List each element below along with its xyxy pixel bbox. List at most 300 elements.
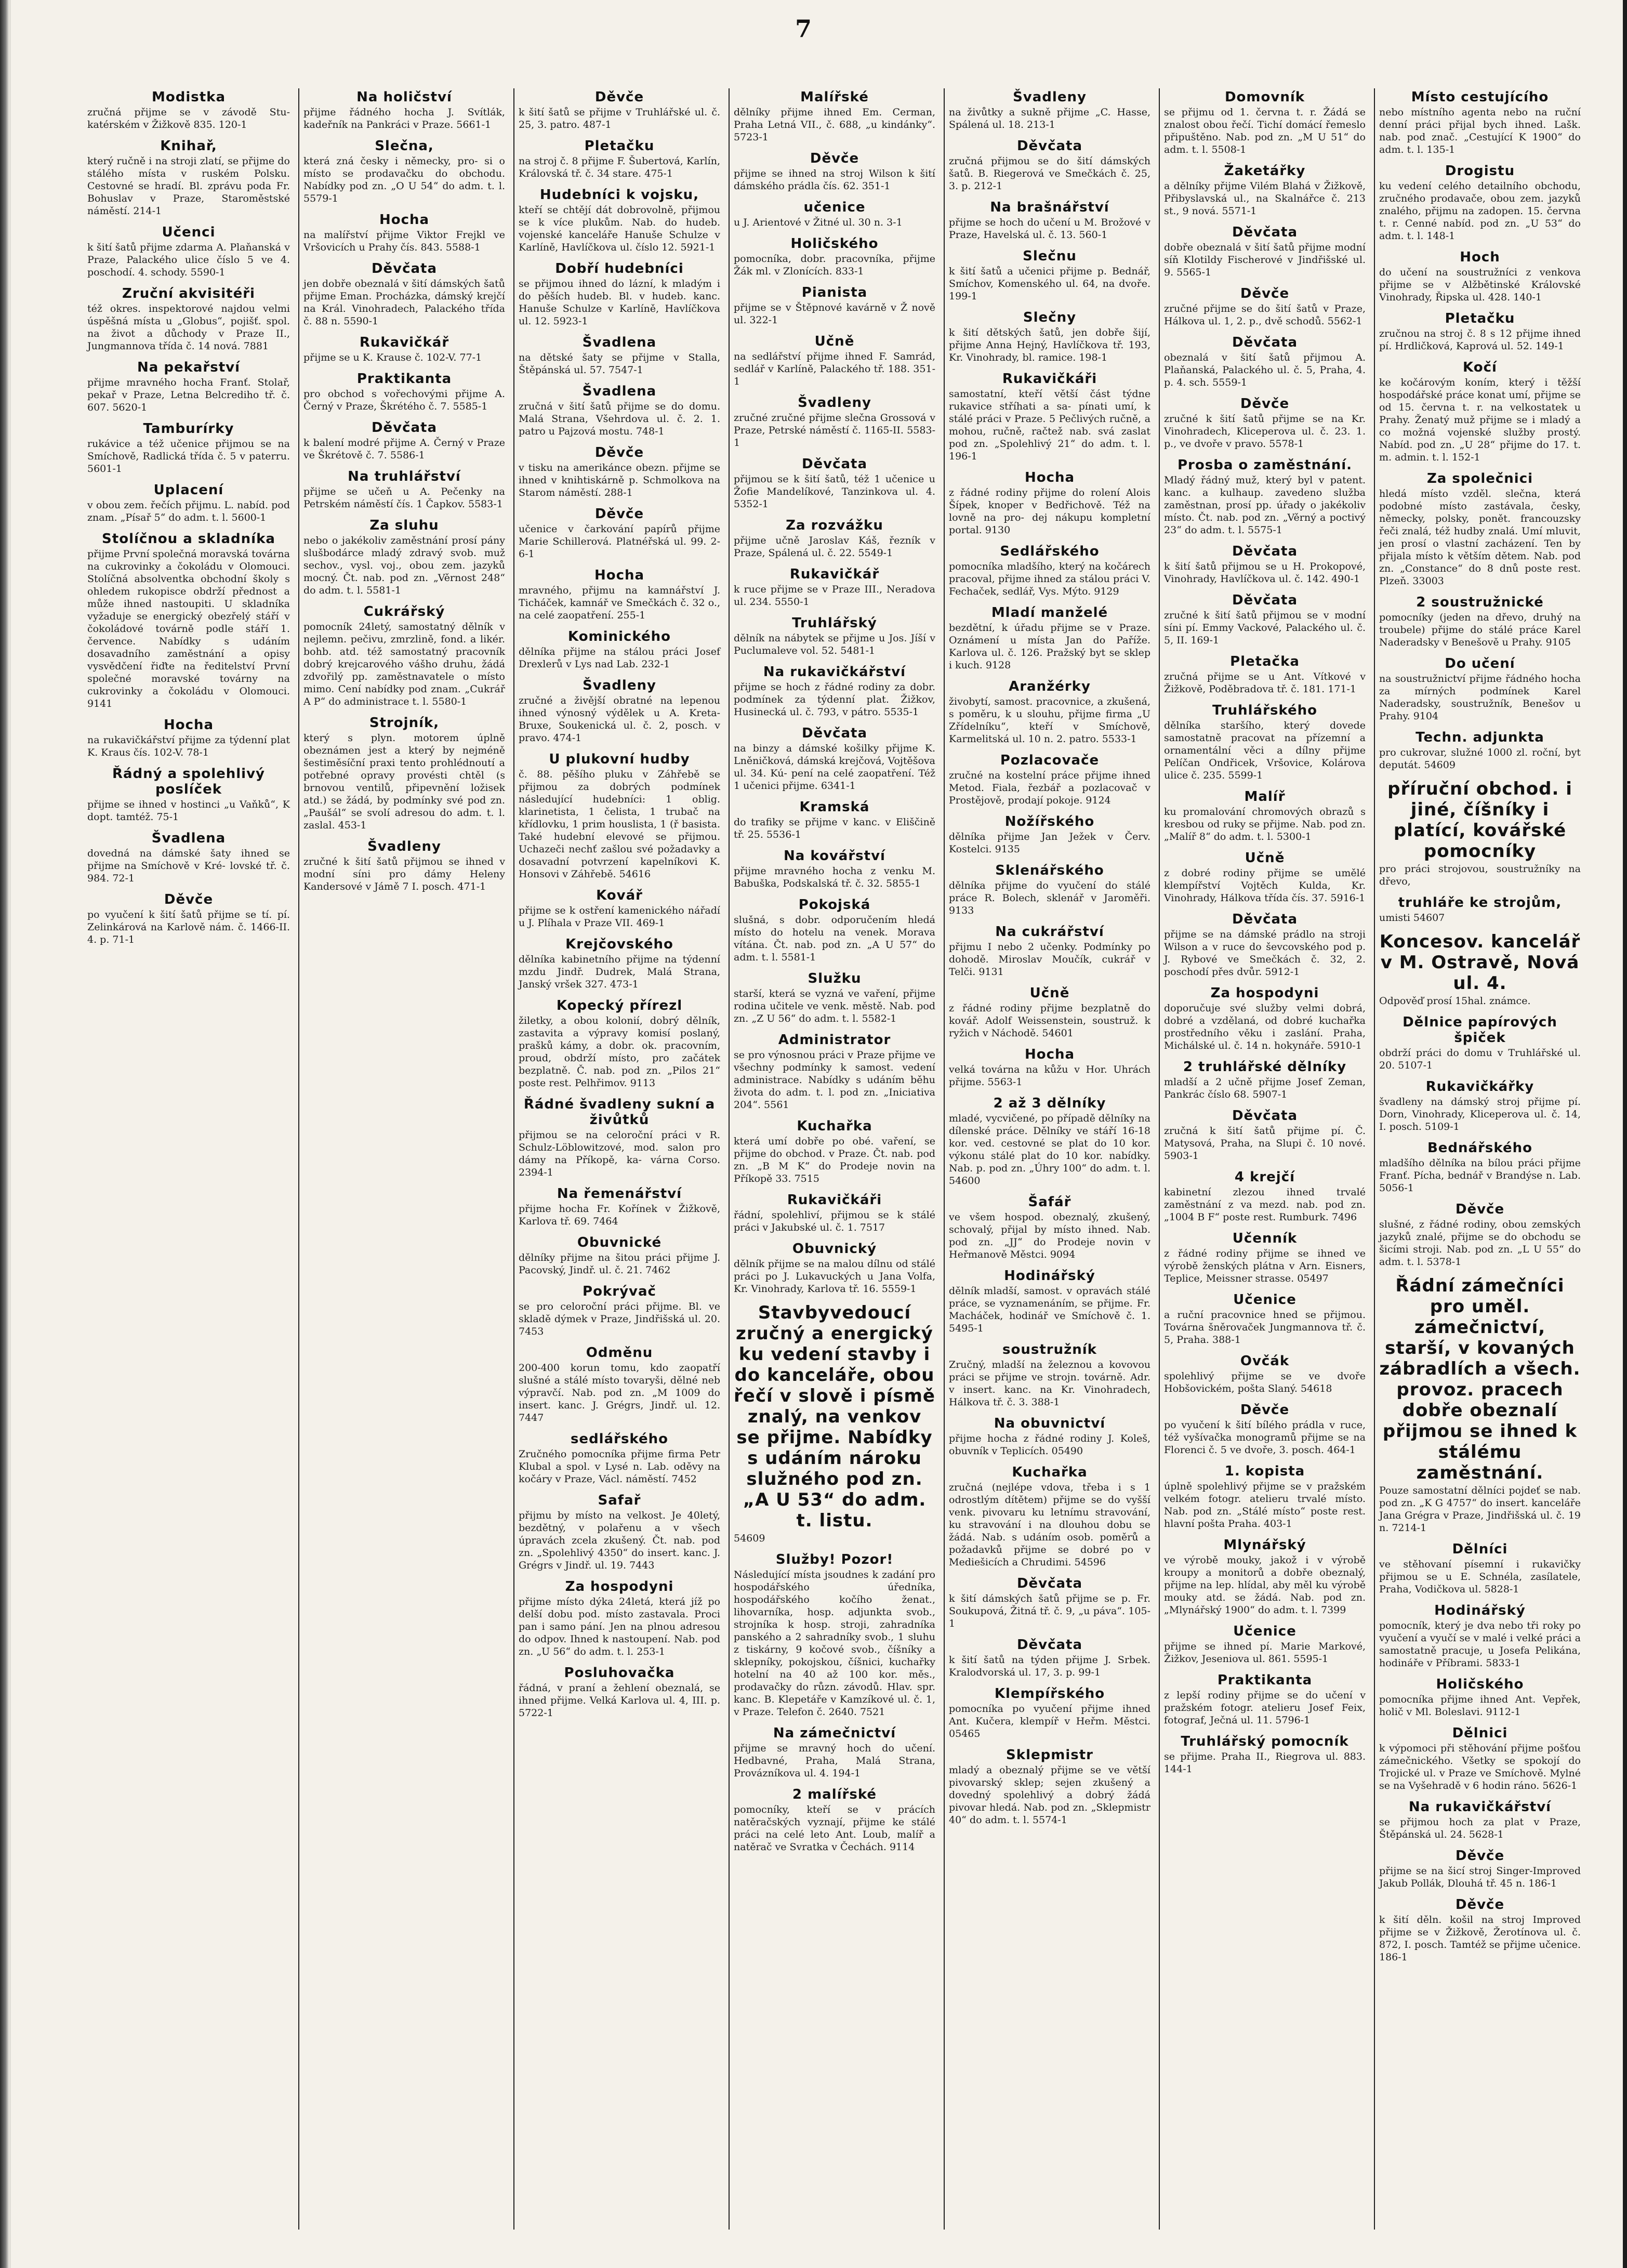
classified-ad [1164,286,1366,327]
ad-text: Následující místa jsoudnes k zadání pro hospodářského úředníka, hospodářského kočího ženat., lihovarníka, hosp. adjunkta svob., strojníka k hosp. stroji, zahradníka panského a 2 sahradníky svob., 1 sluhu z tiskárny, 9 kočové svob., číšníky a sklepníky, pokojskou, číšnici, kuchařky hotelní na 40 až 100 kor. měs., prodavačky do různ. závodů. Hlav. spr. kanc. B. Klepetáře v Kamzíkové ul. č. 1, v Praze. Telefon č. 2640. 7521 [734,1569,935,1718]
ad-text: na živůtky a sukně přijme „C. Hasse, Spálená ul. 18. 213-1 [949,107,1150,130]
ad-text: zručné a živější obratné na lepenou ihned výnosný výdělek u A. Kreta-Bruxe, Soukenická ul. č. 2, posch. v pravo. 474-1 [519,695,720,744]
ad-heading: Švadleny [1013,89,1087,105]
ad-text: živobytí, samost. pracovnice, a zkušená, s poměru, k u slouhu, přijme firma „U Zřídelníku“, kteří v Smíchově, Karmelitská ul. 10 n. 2. patro. 5533-1 [949,696,1150,745]
classified-ad [1379,1799,1581,1841]
classified-ad [734,1787,935,1853]
ad-text: přijme se v Štěpnové kavárně v Ž nově ul. 322-1 [734,302,935,326]
ad-column [83,88,294,2230]
classified-ad [949,544,1150,598]
ad-heading: Za hospodyni [1210,985,1319,1001]
ad-text: přijmu I nebo 2 učenky. Podmínky po dohodě. Miroslav Moučík, cukrář v Telči. 9131 [949,941,1150,978]
classified-ad [1164,789,1366,843]
ad-text: do učení na soustružníci z venkova přijme se v Alžbětinské Královské Vinohrady, Řipska ul. 428. 140-1 [1379,267,1581,303]
classified-ad [1164,163,1366,217]
classified-ad [1164,703,1366,782]
ad-heading: Pletačku [1445,311,1515,326]
ad-text: rukávice a též učenice přijmou se na Smíchově, Radlická třída č. 5 v paterru. 5601-1 [87,438,290,474]
ad-heading: soustružník [1002,1342,1097,1357]
ad-heading: Posluhovačka [564,1665,675,1681]
classified-ad [949,679,1150,745]
ad-text: přijme se u K. Krause č. 102-V. 77-1 [303,352,482,363]
ad-heading: Praktikanta [356,371,452,387]
classified-ad [303,715,505,832]
ad-heading: Administrator [778,1032,891,1048]
ad-heading: Řádné švadleny sukní a živůtků [523,1097,716,1128]
classified-ad [1164,396,1366,450]
ad-heading: Rukavičkář [789,566,880,582]
classified-ad [1379,471,1581,587]
ad-text: obdrží práci do domu v Truhlářské ul. 20. 5107-1 [1379,1047,1581,1071]
classified-ad [87,531,290,710]
ad-column [944,88,1155,2230]
ad-text: přijme se hoch z řádné rodiny za dobr. podmínek za týdenní plat. Žižkov, Husinecká ul. č. 793, v pátro. 5535-1 [734,681,935,718]
classified-ad [87,892,290,946]
ad-heading: Děvčata [1232,225,1298,240]
ad-text: ve všem hospod. obeznalý, zkušený, schovalý, přijal by místo ihned. Nab. pod zn. „JJ“ do Prodeje novin v Heřmanově Městci. 9094 [949,1211,1150,1260]
ad-text: přijme První společná moravská továrna na cukrovinky a čokoládu v Olomouci. Stolíčná absolventka obchodní školy s ohledem rukopisce obdrží přednost a může ihned nastoupiti. U skladníka vyžaduje se energický obezřelý stáří v čokoládové továrně podle stáří 1. července. Nabídky s udáním dosavadního zaměstnání a opisy vysvědčení řiďte na ředitelství První společné moravské továrny na cukrovinky a čokoládu v Olomouci. 9141 [87,548,290,709]
ad-heading: Truhlářský [792,615,877,631]
classified-ad [519,384,720,438]
ad-text: se pro celoroční práci přijme. Bl. ve skladě dýmek v Praze, Jindřišská ul. 20. 7453 [519,1301,720,1337]
ad-text: samostatní, kteří větší část týdne rukavice stříhati a sa- pínati umí, k stálé práci v Praze. 5 Pečlivých ručně, a mohou, ručně, račtež nab. svá zaslat pod zn. „Spolehlivý 21“ do adm. t. l. 196-1 [949,388,1150,462]
ad-heading: Slečny [1023,310,1077,325]
ad-text: v obou zem. řečích přijmu. L. nabíd. pod znam. „Písař 5“ do adm. t. l. 5600-1 [87,499,290,523]
classified-ad [303,261,505,327]
binding-fold [9,0,11,2268]
ad-heading: Sedlářského [1000,544,1100,559]
classified-ad [1164,89,1366,156]
ad-heading: Cukrářský [363,604,445,619]
ad-heading: Kominického [568,629,671,644]
classified-ad [949,1686,1150,1740]
ad-text: se přijmou hoch za plat v Praze, Štěpánská ul. 24. 5628-1 [1379,1816,1581,1840]
classified-ad [519,445,720,499]
classified-ad [949,1465,1150,1568]
ad-text: na soustružnictví přijme řádného hocha za mírných podmínek Karel Naderadsky, soustružník, Benešov u Prahy. 9104 [1379,673,1581,722]
ad-text: z dobré rodiny přijme se umělé klempířství Vojtěch Kulda, Kr. Vinohrady, Hálkova třída čís. 37. 5916-1 [1164,867,1366,904]
classified-ad [1164,1169,1366,1223]
classified-ad [734,1725,935,1779]
ad-text: pomocníka po vyučení přijme ihned Ant. Kučera, klempíř v Heřm. Městci. 05465 [949,1703,1150,1739]
ad-heading: Rukavičkáři [1002,371,1097,387]
ad-heading: Děvčata [801,456,868,472]
ad-text: mladý a obeznalý přijme se ve větší pivovarský sklep; sejen zkušený a dovedný spolehlivý a dobrý žádá pivovar hledá. Nab. pod zn. „Sklepmistr 40“ do adm. t. l. 5574-1 [949,1764,1150,1826]
classified-ad [303,604,505,708]
ad-text: z řádné rodiny přijme se ihned ve výrobě ženských plátna v Arn. Eisners, Teplice, Meissner strasse. 05497 [1164,1248,1366,1284]
classified-ad [303,335,505,364]
ad-heading: Děvče [1240,286,1290,301]
ad-text: pomocníky, kteří se v prácích natěračských vyznají, přijme ke stálé práci na celé leto Ant. Loub, malíř a natěrač ve Svratka v Čechách. 9114 [734,1804,935,1853]
ad-text: k výpomoci při stěhování přijme pošťou zámečnického. Všetky se spokojí do Trojické ul. v Praze ve Smíchově. Mylné se na Vyšehradě v 6 hodin ráno. 5626-1 [1379,1743,1581,1791]
classified-ad [949,1576,1150,1630]
ad-heading: Na truhlářství [348,469,461,484]
ad-text: dělníky přijme na šitou práci přijme J. Pacovský, Jindř. ul. č. 21. 7462 [519,1252,720,1276]
classified-ad [949,310,1150,364]
ad-text: Mladý řádný muž, který byl v patent. kanc. a kulhaup. zavedeno služba zaměstnan, prosí pp. úřady o jakékoliv místo. Čt. nab. pod zn. „Věrný a poctivý 23“ do adm. t. l. 5575-1 [1164,474,1366,536]
ad-text: zručné k šití šatů přijmou se ihned v modní síni pro dámy Heleny Kandersové v Jámě 7 I. posch. 471-1 [303,856,505,892]
classified-ad [949,1047,1150,1088]
classified-ad [303,371,505,413]
ad-heading: Učně [1029,985,1070,1001]
ad-heading: Dobří hudebníci [555,261,684,276]
ad-heading: Za hospodyni [565,1579,674,1594]
classified-ad [1379,1014,1581,1072]
ad-text: který s plyn. motorem úplně obeznámen jest a který by nejméně šestiměsíční praxi tento prohlédnoutí a potřebné opravy provésti chtěl (s brnovou ventilů, připevnění ložisek atd.) se žádá, by podmínky své pod zn. „Paušál“ se svolí adresou do adm. t. l. zaslal. 453-1 [303,732,505,831]
classified-ad [949,924,1150,978]
ad-heading: Kuchařka [797,1118,872,1134]
ad-heading: Na obuvnictví [994,1416,1106,1431]
ad-column [513,88,724,2230]
ad-text: pomocník, který je dva nebo tři roky po vyučení a vyučí se v malé i velké práci a samostatně pracuje, u Josefa Pelikána, hodináře v Příbrami. 5833-1 [1379,1620,1581,1669]
ad-text: hledá místo vzděl. slečna, která podobné místo zastávala, česky, německy, polsky, ponět. francouzsky řeči znalá, též hudby znalá. Umí mluvit, jen prosí o vlastní zacházení. Ten by přijala místo k větším dětem. Nab. pod zn. „Constance“ do 8 dnů poste rest. Plzeň. 33003 [1379,488,1581,587]
classified-ad [519,888,720,929]
ad-text: dělníka přijme Jan Ježek v Červ. Kostelci. 9135 [949,831,1150,855]
ad-heading: Hocha [163,717,214,733]
ad-heading: Knihař, [160,138,217,154]
classified-ad [519,506,720,560]
ad-heading: Mlynářský [1223,1537,1306,1553]
ad-text: pomocníka přijme ihned Ant. Vepřek, holič v Ml. Boleslavi. 9112-1 [1379,1694,1581,1718]
ad-text: kabinetní zlezou ihned trvalé zaměstnání z va mezd. nab. pod zn. „1004 B F“ poste rest. Rumburk. 7496 [1164,1186,1366,1223]
ad-text: jen dobře obeznalá v šití dámských šatů přijme Eman. Procházka, dámský krejčí na Král. Vinohradech, Palackého třída č. 88 n. 5590-1 [303,278,505,327]
page-edge-right [1623,0,1627,2268]
ad-text: bezdětní, k úřadu přijme se v Praze. Oznámení u místa Jan do Paříže. Karlova ul. č. 126. Pražský byt se sklep i kuch. 9128 [949,622,1150,671]
classified-ad [949,985,1150,1039]
ad-heading: Ovčák [1240,1353,1290,1369]
ad-heading: Hocha [594,568,645,583]
classified-ad [949,753,1150,807]
ad-text: pro obchod s vořechovými přijme A. Černý v Praze, Škrétého č. 7. 5585-1 [303,388,505,412]
classified-ad [949,1637,1150,1679]
ad-text: pomocník 24letý, samostatný dělník v nejlemn. pečivu, zmrzlině, fond. a likér. bohb. atd. též samostatný pracovník dobrý krejcarového vášho druhu, žádá zdvořilý pp. zaměstnavatele o místo mimo. Cení nabídky pod znam. „Cukrář A P“ do administrace t. l. 5580-1 [303,621,505,707]
ad-heading: Slečnu [1023,248,1077,264]
ad-heading: Malířské [800,89,869,105]
ad-text: z lepší rodiny přijme se do učení v pražském fotogr. atelieru Josef Feix, fotograf, Ječná ul. 11. 5796-1 [1164,1690,1366,1726]
classified-ad [734,518,935,559]
ad-text: velká továrna na kůžu v Hor. Uhrách přijme. 5563-1 [949,1064,1150,1088]
classified-ad [87,286,290,352]
classified-ad [734,726,935,792]
classified-ad [1164,654,1366,695]
classified-ad [519,678,720,744]
ad-heading: Techn. adjunkta [1416,730,1544,745]
ad-text: z řádné rodiny přijme do rolení Alois Šípek, knoper v Bedřichově. Též na lovně na pro- dej nákupu kompletní portal. 9130 [949,487,1150,536]
ad-heading: Švadlena [151,830,226,846]
classified-ad [1379,730,1581,771]
ad-text: zručné zručné přijme slečna Grossová v Praze, Petrské náměstí č. 1165-II. 5583-1 [734,412,935,449]
ad-heading: Drogistu [1445,163,1515,179]
ad-text: řádní, spolehliví, přijmou se k stálé práci v Jakubské ul. č. 1. 7517 [734,1209,935,1233]
classified-ad [1379,1202,1581,1268]
classified-ad [1164,1231,1366,1285]
ad-text: se přijmou ihned do lázní, k mladým i do pěších hudeb. Bl. v hudeb. kanc. Hanuše Schulze v Karlíně, Havlíčkova ul. 12. 5923-1 [519,278,720,327]
classified-ad [303,420,505,461]
ad-heading: Stolíčnou a skladníka [102,531,275,547]
classified-ad [519,1579,720,1658]
ad-text: přijme se k ostření kamenického nářadí u J. Plíhala v Praze VII. 469-1 [519,905,720,929]
ad-column [298,88,509,2230]
ad-heading: Žaketářky [1224,163,1306,179]
ad-text: pomocníka mladšího, který na kočárech pracoval, přijme ihned za stálou práci V. Fechaček, sedlář, Vys. Mýto. 9129 [949,561,1150,597]
ad-text: přijme se ihned na stroj Wilson k šití dámského prádla čís. 62. 351-1 [734,168,935,192]
classified-ad [1379,895,1581,924]
classified-ad [1379,1541,1581,1595]
ad-text: ku vedení celého detailního obchodu, zručného prodavače, obou zem. jazyků znalého, přijmu na zadopen. 15. června t. r. Cenné nabíd. pod zn. „U 53“ do adm. t. l. 148-1 [1379,180,1581,242]
ad-text: přijme mravného hocha z venku M. Babuška, Podskalská tř. č. 32. 5855-1 [734,865,935,889]
ad-heading: Hoch [1460,249,1500,265]
classified-ad [303,212,505,254]
classified-ad [734,566,935,608]
ad-heading: Mladí manželé [991,605,1108,621]
classified-ad [1164,225,1366,279]
ad-heading: Na kovářství [784,848,885,864]
ad-heading: 2 až 3 dělníky [993,1096,1106,1111]
ad-text: na rukavičkářství přijme za týdenní plat K. Kraus čís. 102-V. 78-1 [87,734,290,758]
classified-ad [87,766,290,823]
ad-heading: Koncesov. kancelář v M. Ostravě, Nová ul. 4. [1379,931,1581,994]
classified-ad [734,1241,935,1295]
classified-ad [1164,335,1366,389]
ad-heading: Děvče [164,892,214,907]
ad-heading: 1. kopista [1224,1463,1305,1479]
ad-heading: Sklenářského [995,863,1104,878]
ad-heading: Malíř [1244,789,1286,805]
ad-heading: Za sluhu [369,518,439,533]
ad-text: na stroj č. 8 přijme F. Šubertová, Karlín, Královská tř. č. 34 stare. 475-1 [519,155,720,179]
ad-heading: Šafář [1028,1194,1072,1210]
ad-heading: Strojník, [369,715,440,731]
ad-text: doporučuje své služby velmi dobrá, dobré a vzdělaná, od dobré kuchařka prostředního věku i zaslání. Praha, Michálské ul. č. 14 n. hokynáře. 5910-1 [1164,1003,1366,1051]
ad-heading: U plukovní hudby [549,751,690,767]
ad-text: umisti 54607 [1379,912,1445,924]
classified-ad [949,200,1150,241]
ad-heading: Učenci [162,225,216,240]
ad-text: přijme místo dýka 24letá, která jíž po delší dobu pod. místo zastavala. Proci pan i samo pání. Jen na plnou adresou do odpov. Ihned k nastoupení. Nab. pod zn. „U 56“ do adm. t. l. 253-1 [519,1596,720,1657]
ad-text: mladšího dělníka na bílou práci přijme Franť. Pícha, bednář v Brandýse n. Lab. 5056-1 [1379,1157,1581,1194]
classified-ad [734,1118,935,1185]
ad-text: dovedná na dámské šaty ihned se přijme na Smíchově v Kré- lovské tř. č. 984. 72-1 [87,848,290,884]
ad-heading: Hudebníci k vojsku, [539,187,699,203]
classified-ad [519,1186,720,1228]
ad-heading: Děvče [1455,1202,1505,1217]
ad-text: a dělníky přijme Vilém Blahá v Žižkově, Přibyslavská ul., na Skalnářce č. 213 st., 9 nová. 5571-1 [1164,180,1366,217]
classified-ad [734,615,935,657]
ad-text: do trafiky se přijme v kanc. v Eliščině tř. 25. 5536-1 [734,816,935,840]
classified-ad [519,335,720,376]
ad-heading: Stavbyvedoucí zručný a energický ku vedení stavby i do kanceláře, obou řečí v slově i písmě znalý, na venkov se přijme. Nabídky s udáním nároku služného pod zn. „A U 53“ do adm. t. listu. [734,1302,935,1531]
ad-text: v tisku na amerikánce obezn. přijme se ihned v knihtiskárně p. Schmolkova na Starom náměstí. 288-1 [519,462,720,498]
ad-text: zručnou na stroj č. 8 s 12 přijme ihned pí. Hrdličková, Kaprová ul. 52. 149-1 [1379,328,1581,352]
classified-ad [1379,360,1581,464]
ad-heading: Učenník [1232,1231,1298,1246]
classified-ad [519,138,720,180]
ad-heading: Služby! Pozor! [775,1552,894,1567]
classified-ad [1379,1275,1581,1534]
classified-ad [949,89,1150,131]
ad-text: mravného, přijmu na kamnářství J. Ticháček, kamnář ve Smečkách č. 32 o., na celé zaopatření. 255-1 [519,585,720,621]
classified-ad [303,89,505,131]
ad-heading: Domovník [1224,89,1305,105]
ad-heading: Děvčata [371,261,438,276]
ad-text: přijme hocha Fr. Kořínek v Žižkově, Karlova tř. 69. 7464 [519,1203,720,1227]
ad-heading: Safař [598,1493,641,1508]
ad-text: k šití děln. košil na stroj Improved přijme se v Žižkově, Žerotínova ul. č. 872, I. posch. Tamtéž se přijme učenice. 186-1 [1379,1914,1581,1963]
classified-ad [87,138,290,217]
page-number: 7 [795,15,812,43]
ad-heading: Pozlacovače [1000,753,1100,768]
ad-text: přijme se učeň u A. Pečenky na Petrském náměstí čís. 1 Čapkov. 5583-1 [303,486,505,510]
ad-text: švadleny na dámský stroj přijme pí. Dorn, Vinohrady, Kliceperova ul. č. 14, I. posch. 5109-1 [1379,1096,1581,1132]
classified-ad [1164,544,1366,585]
ad-text: přijmou se k šití šatů, též 1 učenice u Žofie Mandelíkové, Tanzinkova ul. 4. 5352-1 [734,473,935,510]
ad-text: kteří se chtějí dát dobrovolně, přijmou se k více plukům. Nab. do hudeb. vojenské kanceláře Hanuše Schulze v Karlíně, Havlíčkova ul. číslo 12. 5921-1 [519,204,720,253]
ad-heading: Krejčovského [565,937,673,952]
classified-ad [949,1194,1150,1261]
ad-text: ve výrobě mouky, jakož i v výrobě kroupy a monitorů a dobře obeznalý, přijme na lep. hlídal, aby měl ku výrobě mouky atd. se žádá. Nab. pod zn. „Mlynářský 1900“ do adm. t. l. 7399 [1164,1554,1366,1616]
classified-ad [519,937,720,991]
classified-ad [1379,1677,1581,1718]
classified-ad [303,839,505,893]
classified-ad [734,395,935,449]
ad-text: řádná, v praní a žehlení obeznalá, se ihned přijme. Velká Karlova ul. 4, III. p. 5722-1 [519,1682,720,1719]
ad-heading: Modistka [152,89,226,105]
classified-ad [519,998,720,1089]
ad-heading: Kuchařka [1012,1465,1088,1480]
ad-text: zručná přijme se u Ant. Vítkové v Žižkově, Poděbradova tř. č. 181. 171-1 [1164,671,1366,695]
classified-ad [1379,779,1581,888]
ad-text: která zná česky i německy, pro- si o místo se prodavačku do obchodu. Nabídky pod zn. „O U 54“ do adm. t. l. 5579-1 [303,155,505,204]
ad-text: se pro výnosnou práci v Praze přijme ve všechny podmínky k samost. vedení administrace. Nabídky s udáním běhu života do adm. t. l. pod zn. „Iniciativa 204“. 5561 [734,1049,935,1111]
classified-ad [734,285,935,326]
classified-ad [519,1235,720,1276]
ad-text: k balení modré přijme A. Černý v Praze ve Škrétově č. 7. 5586-1 [303,437,505,461]
ad-text: pro cukrovar, služné 1000 zl. roční, byt deputát. 54609 [1379,747,1581,771]
ad-text: zručná přijme se v závodě Stu-katérském v Žižkově 835. 120-1 [87,107,290,130]
ad-heading: Obuvnické [577,1235,662,1250]
ad-column [1374,88,1585,2230]
ad-heading: Slečna, [375,138,434,154]
classified-ad [519,1284,720,1338]
ad-text: starší, která se vyzná ve vaření, přijme rodina učitele ve venk. městě. Nab. pod zn. „Z U 56“ do adm. t. l. 5582-1 [734,988,935,1024]
ad-heading: Kopecký přírezl [556,998,683,1013]
classified-ad [87,482,290,524]
ad-text: zručná přijmou se do šití dámských šatů. B. Riegerová ve Smečkách č. 25, 3. p. 212-1 [949,155,1150,192]
classified-ad [734,971,935,1025]
ad-text: Zručný, mladší na železnou a kovovou práci se přijme ve strojn. továrně. Adr. v insert. kanc. na Kr. Vinohradech, Hálkova tř. č. 3. 388-1 [949,1359,1150,1408]
ad-text: nebo o jakékoliv zaměstnání prosí pány slušbodárce mladý zdravý svob. muž sechov., vysl. voj., obou zem. jazyků mocný. Čt. nab. pod zn. „Věrnost 248“ do adm. t. l. 5581-1 [303,535,505,596]
classified-ad [1379,311,1581,352]
ad-heading: Děvčata [371,420,438,436]
ad-heading: Klempířského [994,1686,1105,1702]
classified-ad [1164,1734,1366,1775]
classified-ad [1379,89,1581,156]
ad-heading: Bednářského [1427,1140,1532,1156]
ad-text: pomocníka, dobr. pracovníka, přijme Žák ml. v Zlonících. 833-1 [734,253,935,277]
ad-heading: učenice [803,200,866,215]
classified-ad [734,1192,935,1234]
ad-text: úplně spolehlivý přijme se v pražském velkém fotogr. atelieru trvalé místo. Nab. pod zn. „Stálé místo“ poste rest. hlavní pošta Praha. 403-1 [1164,1481,1366,1529]
ad-text: přijme se na šicí stroj Singer-Improved Jakub Pollák, Dlouhá tř. 45 n. 186-1 [1379,1865,1581,1889]
classified-ad [519,1431,720,1485]
classified-ad [519,568,720,622]
classified-ad [1379,249,1581,304]
classified-ad [1379,1079,1581,1133]
classified-ad [1379,1140,1581,1194]
ad-heading: Děvčata [1016,1637,1083,1653]
ad-heading: Děvčata [1016,138,1083,154]
classified-ad [1164,985,1366,1052]
ad-text: pomocníky (jeden na dřevo, druhý na troubele) přijme do stálé práce Karel Naderadsky v Benešově u Prahy. 9105 [1379,612,1581,648]
ad-text: k ruce přijme se v Praze III., Neradova ul. 234. 5550-1 [734,584,935,608]
classified-ad [1164,1292,1366,1346]
ad-heading: Praktikanta [1217,1672,1313,1688]
ad-column [729,88,940,2230]
ad-text: přijme se ihned v hostinci „u Vaňků“, K dopt. tamtéž. 75-1 [87,799,290,823]
ad-text: nebo místního agenta nebo na ruční denní práci přijal bych ihned. Lašk. nab. pod znač. „Cestující K 1900“ do adm. t. l. 135-1 [1379,107,1581,155]
ad-text: na sedlářství přijme ihned F. Samrád, sedlář v Karlíně, Palackého tř. 188. 351-1 [734,351,935,387]
classified-ad [519,1665,720,1719]
classified-ad [949,1747,1150,1826]
classified-ad [303,469,505,510]
ad-text: zručná (nejlépe vdova, třeba i s 1 odrostlým dítětem) přijme se do vyšší venk. pivovaru ku letnímu stravování, ku stravování i na dlouhou dobu se žádá. Nab. s udáním osob. poměrů a požadavků přijme se dobré po v Mediešicích a Chrudimi. 54596 [949,1482,1150,1568]
ad-text: č. 88. pěšího pluku v Záhřebě se přijmou za dobrých podmínek následující hudebníci: 1 oblig. klarinetista, 1 čelista, 1 trubač na křídlovku, 1 prim houslista, 1 (ř basista. Také hudební elevové se přijmou. Uchazeči nechť zašlou své požadavky a dosavadní potvrzení kapelníkovi K. Honsovi v Záhřebě. 54616 [519,769,720,880]
ad-heading: Děvčata [801,726,868,741]
ad-text: dobře obeznalá v šití šatů přijme modní síň Klotildy Fischerové v Jindřišské ul. 9. 5565-1 [1164,242,1366,278]
classified-ad [949,863,1150,917]
ad-heading: Holičského [790,236,879,252]
ad-text: na dětské šaty se přijme v Stalla, Štěpánská ul. 57. 7547-1 [519,352,720,376]
ad-text: a ruční pracovnice hned se přijmou. Továrna šněrovaček Jungmannova tř. č. 5, Praha. 388-1 [1164,1309,1366,1346]
classified-ad [1379,1603,1581,1669]
ad-text: na binzy a dámské košilky přijme K. Lněničková, dámská krejčová, Vojtěšova ul. 34. Kú- pení na celé zaopatření. Též 1 učenici přijme. 6341-1 [734,743,935,792]
ad-text: přijme se hoch do učení u M. Brožové v Praze, Havelská ul. č. 13. 560-1 [949,217,1150,241]
classified-ads-sheet [83,88,1585,2230]
ad-heading: Za rozvážku [786,518,883,533]
ad-text: zručné na kostelní práce přijme ihned Metod. Fiala, řezbář a pozlacovač v Prostějově, prodají pokoje. 9124 [949,770,1150,806]
ad-heading: 2 soustružnické [1416,595,1544,610]
classified-ad [1164,1402,1366,1456]
ad-heading: Švadlena [582,384,657,399]
ad-heading: Hocha [379,212,430,228]
classified-ad [734,664,935,718]
ad-heading: Hocha [1024,470,1075,485]
ad-heading: 4 krejčí [1234,1169,1295,1185]
ad-text: k šití šatů přijmou se u H. Prokopové, Vinohrady, Havlíčkova ul. č. 142. 490-1 [1164,561,1366,585]
ad-text: na malířství přijme Viktor Frejkl ve Vršovicích u Prahy čís. 843. 5588-1 [303,229,505,253]
ad-heading: Řádní zámečníci pro uměl. zámečnictví, starší, v kovaných zábradlích a všech. provoz. pracech dobře obeznalí přijmou se ihned k stálému zaměstnání. [1379,1275,1581,1483]
ad-text: mladé, vycvičené, po případě dělníky na dílenské práce. Dělníky ve stáří 16-18 kor. ved. cestovné se plat do 10 kor. výkonu stálé plat do 10 kor. nabídky. Nab. p. pod zn. „Úhry 100“ do adm. t. l. 54600 [949,1113,1150,1186]
ad-text: k šití dámských šatů přijme se p. Fr. Soukupová, Žitná tř. č. 9, „u páva“. 105-1 [949,1593,1150,1629]
ad-heading: Na rukavičkářství [1408,1799,1552,1815]
ad-heading: Švadleny [367,839,441,854]
ad-heading: Děvče [1240,1402,1290,1418]
ad-heading: Děvče [594,445,644,460]
classified-ad [1379,163,1581,242]
ad-text: přijme mravného hocha Franť. Stolař, pekař v Praze, Letna Belcrediho tř. č. 607. 5620-1 [87,377,290,413]
classified-ad [1164,1624,1366,1665]
ad-heading: Hodinářský [1434,1603,1526,1618]
classified-ad [1164,1537,1366,1616]
ad-text: ke kočárovým koním, který i těžší hospodářské práce konat umí, přijme se od 15. června t. r. na velkostatek u Prahy. Ženatý muž přijme se i mladý a co možná vojenské služby prostý. Nabíd. pod zn. „U 28“ přijme do 17. t. m. admin. t. l. 152-1 [1379,377,1581,463]
classified-ad [1164,912,1366,978]
classified-ad [303,518,505,597]
ad-text: přijmou se na celoroční práci v R. Schulz-Löblowitzové, mod. salon pro dámy na Příkopě, ka- várna Corso. 2394-1 [519,1129,720,1178]
ad-text: se přijmu od 1. června t. r. Žádá se znalost obou řečí. Tichí domácí řemeslo připuštěno. Nab. pod zn. „M U 51“ do adm. t. l. 5508-1 [1164,107,1366,155]
classified-ad [519,1345,720,1424]
ad-text: ve stěhovaní písemní i rukavičky přijmou se u E. Schnéla, zasílatele, Praha, Vodičkova ul. 5828-1 [1379,1559,1581,1595]
ad-heading: Pianista [801,285,868,300]
